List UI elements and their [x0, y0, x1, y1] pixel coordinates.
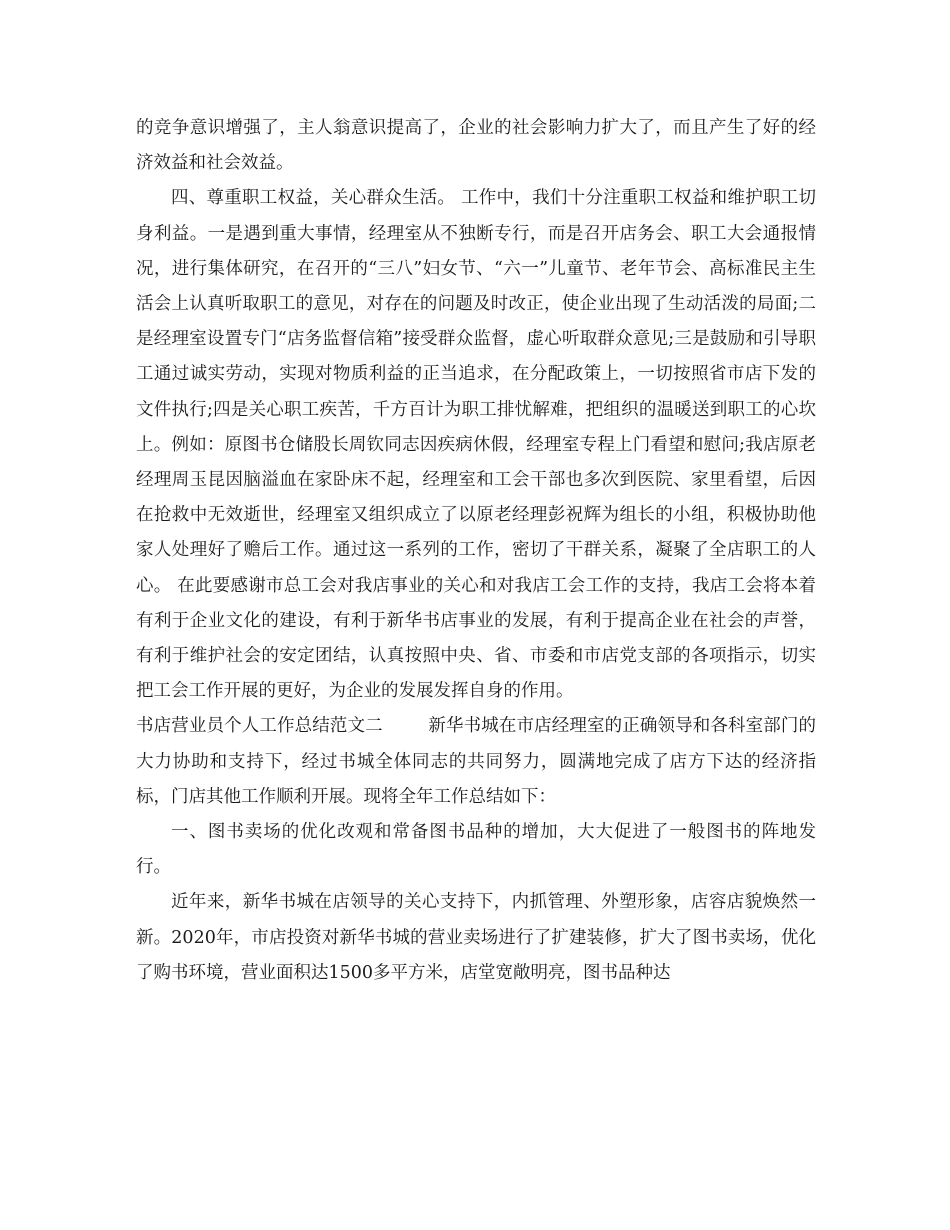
essay-two-title: 书店营业员个人工作总结范文二 — [136, 716, 383, 737]
document-body — [136, 111, 816, 991]
paragraph-recent-years: 近年来，新华书城在店领导的关心支持下，内抓管理、外塑形象，店容店貌焕然一新。2020年，市店投资对新华书城的营业卖场进行了扩建装修，扩大了图书卖场，优化了购书环境，营业面积达1500多平方米，店堂宽敞明亮，图书品种达 — [136, 892, 816, 983]
paragraph-section-four: 四、尊重职工权益，关心群众生活。 工作中，我们十分注重职工权益和维护职工切身利益。一是遇到重大事情，经理室从不独断专行，而是召开店务会、职工大会通报情况，进行集体研究，在召开的“三八”妇女节、“六一”儿童节、老年节会、高标准民主生活会上认真听取职工的意见，对存在的问题及时改正，使企业出现了生动活泼的局面;二是经理室设置专门“店务监督信箱”接受群众监督，虚心听取群众意见;三是鼓励和引导职工通过诚实劳动，实现对物质利益的正当追求，在分配政策上，一切按照省市店下发的文件执行;四是关心职工疾苦，千方百计为职工排忧解难，把组织的温暖送到职工的心坎上。例如：原图书仓储股长周钦同志因疾病休假，经理室专程上门看望和慰问;我店原老经理周玉昆因脑溢血在家卧床不起，经理室和工会干部也多次到医院、家里看望，后因在抢救中无效逝世，经理室又组织成立了以原老经理彭祝辉为组长的小组，积极协助他家人处理好了赡后工作。通过这一系列的工作，密切了干群关系，凝聚了全店职工的人心。 在此要感谢市总工会对我店事业的关心和对我店工会工作的支持，我店工会将本着有利于企业文化的建设，有利于新华书店事业的发展，有利于提高企业在社会的声誉，有利于维护社会的安定团结，认真按照中央、省、市委和市店党支部的各项指示，切实把工会工作开展的更好，为企业的发展发挥自身的作用。 — [136, 188, 816, 702]
essay-two-intro-text: 新华书城在市店经理室的正确领导和各科室部门的大力协助和支持下，经过书城全体同志的共同努力，圆满地完成了店方下达的经济指标，门店其他工作顺利开展。现将全年工作总结如下： — [136, 716, 817, 807]
title-gap — [383, 716, 429, 736]
paragraph-section-one-heading: 一、图书卖场的优化改观和常备图书品种的增加，大大促进了一般图书的阵地发行。 — [136, 822, 816, 878]
paragraph-essay-two-intro — [136, 709, 816, 815]
paragraph-continuation: 的竞争意识增强了，主人翁意识提高了，企业的社会影响力扩大了，而且产生了好的经济效益和社会效益。 — [136, 118, 816, 174]
